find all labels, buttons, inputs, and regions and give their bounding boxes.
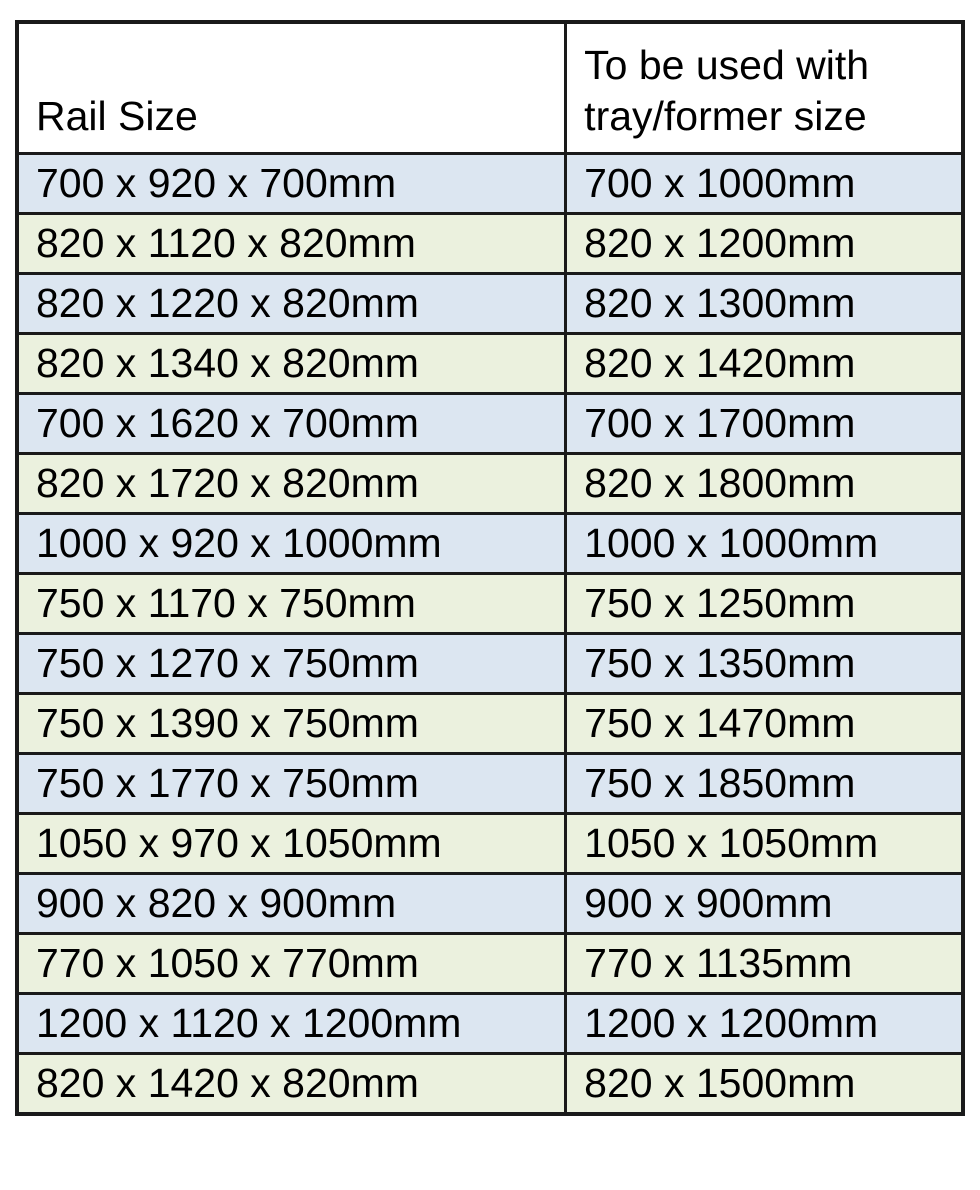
tray-size-cell: 700 x 1700mm [566, 394, 963, 454]
rail-size-cell: 750 x 1770 x 750mm [17, 754, 566, 814]
rail-size-cell: 1000 x 920 x 1000mm [17, 514, 566, 574]
rail-size-cell: 750 x 1390 x 750mm [17, 694, 566, 754]
column-header-rail-size: Rail Size [17, 22, 566, 154]
rail-size-spec-table [15, 20, 965, 1116]
tray-size-cell: 770 x 1135mm [566, 934, 963, 994]
table-row [17, 214, 963, 274]
tray-size-cell: 750 x 1350mm [566, 634, 963, 694]
tray-size-cell: 820 x 1420mm [566, 334, 963, 394]
header-row [17, 22, 963, 154]
tray-size-cell: 820 x 1500mm [566, 1054, 963, 1115]
table-row [17, 454, 963, 514]
rail-size-cell: 820 x 1420 x 820mm [17, 1054, 566, 1115]
table-row [17, 994, 963, 1054]
table-row [17, 334, 963, 394]
rail-size-cell: 700 x 1620 x 700mm [17, 394, 566, 454]
table-row [17, 694, 963, 754]
column-header-tray-former-size: To be used with tray/former size [566, 22, 963, 154]
tray-size-cell: 820 x 1200mm [566, 214, 963, 274]
table-row [17, 874, 963, 934]
rail-size-cell: 770 x 1050 x 770mm [17, 934, 566, 994]
rail-size-cell: 820 x 1120 x 820mm [17, 214, 566, 274]
table-row [17, 274, 963, 334]
tray-size-cell: 820 x 1300mm [566, 274, 963, 334]
table-row [17, 634, 963, 694]
table-row [17, 754, 963, 814]
tray-size-cell: 820 x 1800mm [566, 454, 963, 514]
tray-size-cell: 1000 x 1000mm [566, 514, 963, 574]
table-row [17, 814, 963, 874]
tray-size-cell: 1050 x 1050mm [566, 814, 963, 874]
tray-size-cell: 750 x 1250mm [566, 574, 963, 634]
rail-size-cell: 900 x 820 x 900mm [17, 874, 566, 934]
rail-size-cell: 750 x 1170 x 750mm [17, 574, 566, 634]
table-row [17, 514, 963, 574]
table-row [17, 154, 963, 214]
table-row [17, 1054, 963, 1115]
tray-size-cell: 1200 x 1200mm [566, 994, 963, 1054]
tray-size-cell: 750 x 1470mm [566, 694, 963, 754]
rail-size-cell: 700 x 920 x 700mm [17, 154, 566, 214]
rail-size-cell: 1050 x 970 x 1050mm [17, 814, 566, 874]
rail-size-cell: 750 x 1270 x 750mm [17, 634, 566, 694]
tray-size-cell: 900 x 900mm [566, 874, 963, 934]
tray-size-cell: 700 x 1000mm [566, 154, 963, 214]
table-row [17, 394, 963, 454]
rail-size-cell: 820 x 1220 x 820mm [17, 274, 566, 334]
rail-size-cell: 820 x 1340 x 820mm [17, 334, 566, 394]
tray-size-cell: 750 x 1850mm [566, 754, 963, 814]
table-row [17, 574, 963, 634]
table-row [17, 934, 963, 994]
rail-size-cell: 1200 x 1120 x 1200mm [17, 994, 566, 1054]
rail-size-cell: 820 x 1720 x 820mm [17, 454, 566, 514]
